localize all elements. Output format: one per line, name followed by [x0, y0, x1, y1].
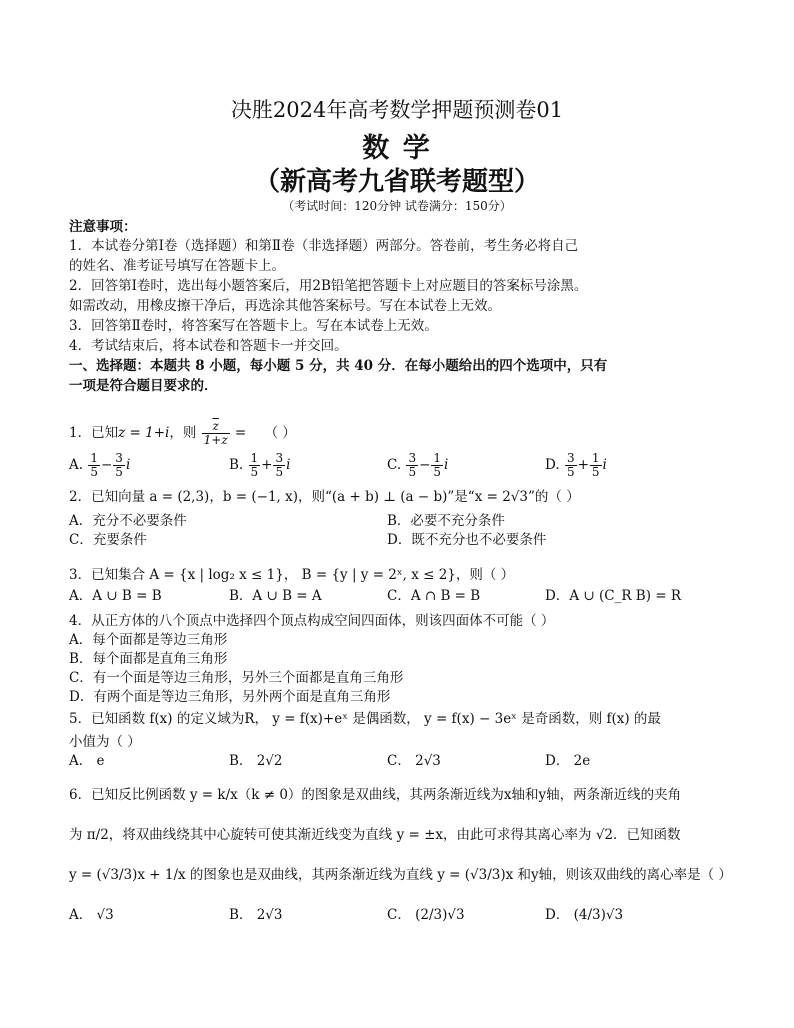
- q4-option-b: B．每个面都是直角三角形: [69, 651, 228, 667]
- q4-option-d: D．有两个面是等边三角形，另外两个面是直角三角形: [69, 689, 391, 705]
- question-1: 1．已知z = 1+i，则 $\frac{\overline{z}}{1+z}$ = （ ）: [69, 419, 296, 447]
- q5-option-d: D． 2e: [545, 753, 591, 769]
- q4-option-a: A．每个面都是等边三角形: [69, 632, 228, 648]
- q2-option-b: B．必要不充分条件: [387, 513, 505, 529]
- question-4: 4．从正方体的八个顶点中选择四个顶点构成空间四面体，则该四面体不可能（ ）: [69, 613, 555, 629]
- q1-option-b: B. $\frac{1}{5}$ + $\frac{3}{5}$ i: [229, 451, 291, 479]
- q3-option-a: A．A ∪ B = B: [69, 588, 162, 604]
- q4-option-c: C．有一个面是等边三角形，另外三个面都是直角三角形: [69, 670, 404, 686]
- note-line: 的姓名、准考证号填写在答题卡上。: [69, 258, 285, 274]
- note-line: 如需改动，用橡皮擦干净后，再选涂其他答案标号。写在本试卷上无效。: [69, 298, 501, 314]
- q3-option-c: C．A ∩ B = B: [387, 588, 481, 604]
- q6-option-a: A． √3: [69, 907, 114, 923]
- question-3: 3．已知集合 A = {x | log₂ x ≤ 1}， B = {y | y = 2ˣ, x ≤ 2}，则（ ）: [69, 567, 515, 583]
- q5-option-c: C． 2√3: [387, 753, 441, 769]
- q6-option-d: D． (4/3)√3: [545, 907, 624, 923]
- q5-option-a: A． e: [69, 753, 105, 769]
- question-6-line3: y = (√3/3)x + 1/x 的图象也是双曲线，其两条渐近线为直线 y = (√3/3)x 和y轴，则该双曲线的离心率是（ ）: [69, 867, 732, 883]
- q2-option-c: C．充要条件: [69, 532, 147, 548]
- q1-option-d: D. $\frac{3}{5}$ + $\frac{1}{5}$ i: [545, 451, 607, 479]
- q5-option-b: B． 2√2: [229, 753, 283, 769]
- q1-fraction: $\frac{\overline{z}}{1+z}$: [203, 419, 228, 447]
- q2-option-a: A．充分不必要条件: [69, 513, 187, 529]
- q1-option-c: C. $\frac{3}{5}$ − $\frac{1}{5}$ i: [387, 451, 449, 479]
- exam-title: 决胜2024年高考数学押题预测卷01: [230, 98, 564, 122]
- question-2: 2．已知向量 a = (2,3)，b = (−1, x)，则“(a + b) ⊥ (a − b)”是“x = 2√3”的（ ）: [69, 489, 580, 505]
- section-heading-cont: 一项是符合题目要求的．: [69, 378, 218, 394]
- note-line: 2．回答第Ⅰ卷时，选出每小题答案后，用2B铅笔把答题卡上对应题目的答案标号涂黑。: [69, 278, 588, 294]
- q3-option-b: B．A ∪ B = A: [229, 588, 322, 604]
- q3-option-d: D．A ∪ (C_R B) = R: [545, 588, 682, 604]
- q1-option-a: A. $\frac{1}{5}$ − $\frac{3}{5}$ i: [69, 451, 131, 479]
- q6-option-c: C． (2/3)√3: [387, 907, 465, 923]
- question-6-line2: 为 π/2，将双曲线绕其中心旋转可使其渐近线变为直线 y = ±x，由此可求得其离心率为 √2．已知函数: [69, 827, 681, 843]
- q1-stem-c: ，则: [169, 425, 197, 441]
- q2-option-d: D．既不充分也不必要条件: [387, 532, 547, 548]
- section-heading: 一、选择题：本题共 8 小题，每小题 5 分，共 40 分．在每小题给出的四个选项中，只有: [69, 358, 608, 374]
- exam-info: （考试时间：120分钟 试卷满分：150分）: [282, 199, 512, 213]
- note-line: 3．回答第Ⅱ卷时，将答案写在答题卡上。写在本试卷上无效。: [69, 318, 438, 334]
- question-6: 6．已知反比例函数 y = k/x（k ≠ 0）的图象是双曲线，其两条渐近线为x轴和y轴，两条渐近线的夹角: [69, 787, 682, 803]
- note-line: 4．考试结束后，将本试卷和答题卡一并交回。: [69, 338, 348, 354]
- q6-option-b: B． 2√3: [229, 907, 283, 923]
- q1-stem-b: z = 1+i: [118, 425, 170, 441]
- subject-title: 数 学: [362, 133, 432, 164]
- exam-subtitle: （新高考九省联考题型）: [253, 167, 540, 197]
- q1-stem-a: 1．已知: [69, 425, 119, 441]
- note-line: 1．本试卷分第Ⅰ卷（选择题）和第Ⅱ卷（非选择题）两部分。答卷前，考生务必将自己: [69, 238, 579, 254]
- notes-heading: 注意事项：: [69, 219, 137, 235]
- question-5-cont: 小值为（ ）: [69, 734, 141, 750]
- q1-answer-blank: （ ）: [264, 425, 296, 441]
- question-5: 5．已知函数 f(x) 的定义域为R， y = f(x)+eˣ 是偶函数， y = f(x) − 3eˣ 是奇函数，则 f(x) 的最: [69, 711, 661, 727]
